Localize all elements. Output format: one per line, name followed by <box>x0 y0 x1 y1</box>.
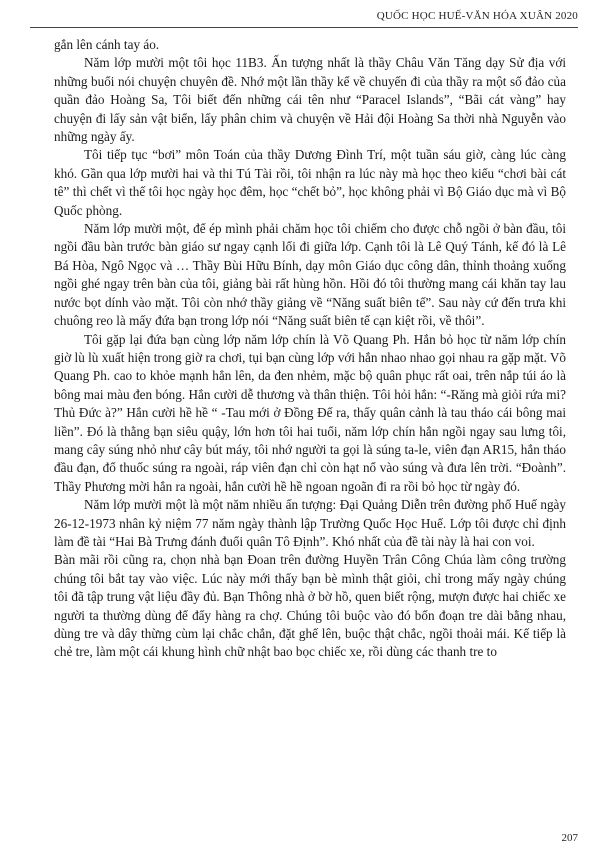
paragraph: gắn lên cánh tay áo. <box>54 37 160 52</box>
header-divider <box>30 27 578 28</box>
article-body <box>54 36 566 662</box>
paragraph: Năm lớp mười một tôi học 11B3. Ấn tượng nhất là thầy Châu Văn Tăng dạy Sử địa với những buổi nói chuyện chuyên đề. Nhớ một lần thầy kể về chuyến đi của thầy ra một số đảo của quần đảo Hoàng Sa, Tôi biết đến những cái tên như “Paracel Islands”, “Bãi cát vàng” hay chuyện đi lấy sản vật biển, lấy phân chim và chuyện về Hải đội Hoàng Sa thời nhà Nguyễn vào những ngày ấy. <box>54 55 566 145</box>
paragraph: Năm lớp mười một, để ép mình phải chăm học tôi chiếm cho được chỗ ngồi ở bàn đầu, tôi ngồi đầu bàn trước bàn giáo sư ngay cạnh lối đi giữa lớp. Cạnh tôi là Lê Quý Tánh, kế đó là Lê Bá Hòa, Ngô Ngọc và … Thầy Bùi Hữu Bính, dạy môn Giáo dục công dân, thỉnh thoảng xuống ngồi ghé ngay trên bàn của tôi, giảng bài rất hùng hồn. Hồi đó tôi thường mang cái khăn tay lau nước bọt dính vào mặt. Tôi còn nhớ thầy giảng về “Năng suất biên tế”. Sau này cứ đến trưa khi chuông reo là mấy đứa bạn trong lớp nói “Năng suất biên tế cạn kiệt rồi, về thôi”. <box>54 221 566 329</box>
paragraph: Tôi tiếp tục “bơi” môn Toán của thầy Dương Đình Trí, một tuần sáu giờ, càng lúc càng khó. Gần qua lớp mười hai và thi Tú Tài rồi, tôi nhận ra lúc này mà học theo kiểu “chơi bài cát tê” thì chết vì thế tôi học ngày học đêm, học “chết bỏ”, học không phải vì Bộ Giáo dục mà vì Bộ Quốc phòng. <box>54 147 566 218</box>
paragraph: Tôi gặp lại đứa bạn cùng lớp năm lớp chín là Võ Quang Ph. Hắn bỏ học từ năm lớp chín giờ lù lù xuất hiện trong giờ ra chơi, tụi bạn cùng lớp với hắn nhao nhao gọi nhau ra gặp mặt. Võ Quang Ph. cao to khỏe mạnh hẳn lên, da đen nhẻm, mặc bộ quân phục rất oai, trên nắp túi áo là bông mai màu đen bóng. Hắn cười dễ thương và thân thiện. Tôi hỏi hắn: “-Răng mà giỏi rứa mi? Thủ Đức à?” Hắn cười hề hề “ -Tau mới ở Đồng Đế ra, thấy quân cảnh là tau tháo cái bông mai liền”. Đó là thằng bạn siêu quậy, lớn hơn tôi hai tuổi, năm lớp chín hắn ngồi ngay sau lưng tôi, mang cây súng nhỏ như cây bút máy, tôi nhớ người ta gọi là súng ta-le, viên đạn AR15, hắn tháo đầu đạn, đổ thuốc súng ra ngoài, ráp viên đạn chỉ còn hạt nổ vào súng và đưa lên trời. “Đoành”. Thầy Phương mời hắn ra ngoài, hắn cười hề hề ngoan ngoãn đi ra rồi bỏ học từ ngày đó. <box>54 331 566 494</box>
paragraph: Bàn mãi rồi cũng ra, chọn nhà bạn Đoan trên đường Huyền Trân Công Chúa làm công trường chúng tôi bắt tay vào việc. Lúc này mới thấy bạn bè mình thật giỏi, chỉ trong mấy ngày chúng tôi đã tập trung vật liệu đầy đủ. Bạn Thông nhà ở bờ hồ, quen biết rộng, mượn được hai chiếc xe người ta thường dùng để đẩy hàng ra chợ. Chúng tôi buộc vào đó bốn đoạn tre dài bằng nhau, dùng tre và dây thừng cùm lại chắc chắn, đặt ghế lên, buộc thật chắc, ngồi thoải mái. Kế tiếp là chẻ tre, làm một cái khung hình chữ nhật bao bọc chiếc xe, rồi dùng các thanh tre to <box>54 552 566 660</box>
page-number: 207 <box>561 832 578 844</box>
paragraph: Năm lớp mười một là một năm nhiều ấn tượng: Đại Quảng Diễn trên đường phố Huế ngày 26-12-1973 nhân kỷ niệm 77 năm ngày thành lập Trường Quốc Học Huế. Lớp tôi được chỉ định làm đề tài “Hai Bà Trưng đánh đuổi quân Tô Định”. Khó nhất của đề tài này là hai con voi. <box>54 497 566 549</box>
running-header: QUỐC HỌC HUẾ-VĂN HÓA XUÂN 2020 <box>376 10 578 22</box>
